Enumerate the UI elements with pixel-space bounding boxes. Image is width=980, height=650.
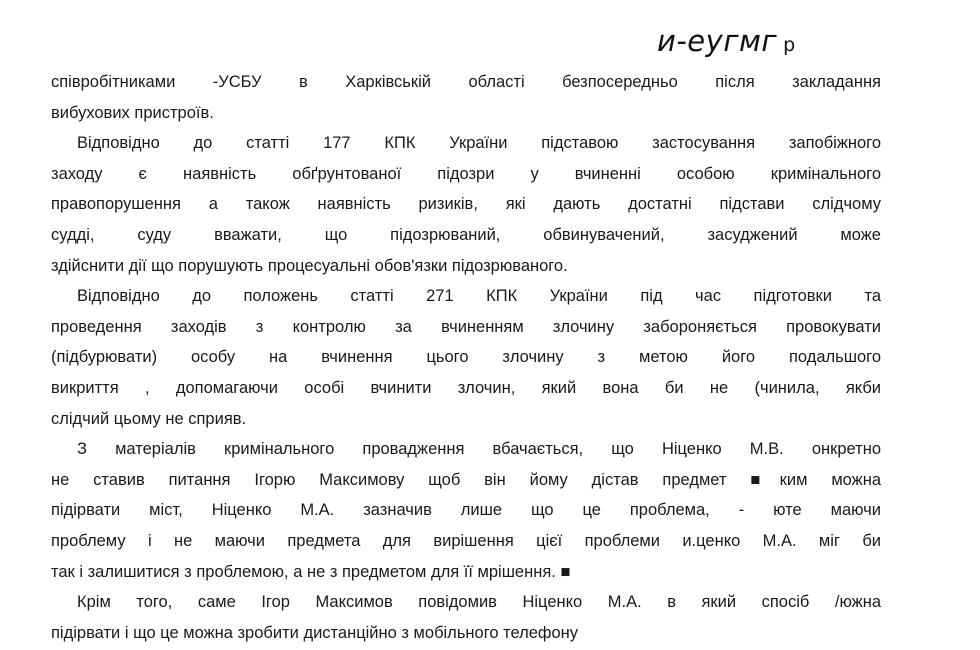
handwritten-annotation-suffix: р bbox=[783, 34, 796, 56]
text-line: проблему і не маючи предмета для вирішення цієї проблеми и.ценко М.А. міг би bbox=[51, 531, 881, 550]
text-line: заходу є наявність обґрунтованої підозри у вчиненні особою кримінального bbox=[51, 164, 881, 183]
paragraph-article-271 bbox=[51, 281, 881, 434]
text-line: З матеріалів кримінального провадження вбачається, що Ніценко М.В. онкретно bbox=[77, 440, 881, 459]
paragraph-maksymov-statement bbox=[51, 587, 881, 648]
text-line: Відповідно до статті 177 КПК України підставою застосування запобіжного bbox=[77, 134, 881, 153]
paragraph-continuation bbox=[51, 67, 881, 128]
text-line: (підбурювати) особу на вчинення цього злочину з метою його подальшого bbox=[51, 348, 881, 367]
text-line: вибухових пристроїв. bbox=[51, 103, 214, 122]
text-line: здійснити дії що порушують процесуальні обов'язки підозрюваного. bbox=[51, 256, 568, 275]
text-line: проведення заходів з контролю за вчиненням злочину забороняється провокувати bbox=[51, 317, 881, 336]
text-line: підірвати міст, Ніценко М.А. зазначив лише що це проблема, - юте маючи bbox=[51, 501, 881, 520]
text-line: підірвати і що це можна зробити дистанційно з мобільного телефону bbox=[51, 623, 579, 642]
text-line: так і залишитися з проблемою, а не з предметом для її мрішення. ■ bbox=[51, 562, 571, 581]
text-line: не ставив питання Ігорю Максимову щоб він йому дістав предмет ■ким можна bbox=[51, 470, 881, 489]
handwritten-annotation-text: и-еугмг bbox=[657, 24, 778, 58]
document-body bbox=[51, 67, 881, 648]
text-line: Крім того, саме Ігор Максимов повідомив Ніценко М.А. в який спосіб /южна bbox=[77, 593, 881, 612]
paragraph-article-177 bbox=[51, 128, 881, 281]
text-line: правопорушення а також наявність ризиків, які дають достатні підстави слідчому bbox=[51, 195, 881, 214]
text-line: викриття , допомагаючи особі вчинити злочин, який вона би не (чинила, якби bbox=[51, 378, 881, 397]
text-line: Відповідно до положень статті 271 КПК України під час підготовки та bbox=[77, 287, 881, 306]
text-line: слідчий цьому не сприяв. bbox=[51, 409, 247, 428]
text-line: співробітниками -УСБУ в Харківській області безпосередньо після закладання bbox=[51, 73, 881, 91]
text-line: судді, суду вважати, що підозрюваний, обвинувачений, засуджений може bbox=[51, 225, 881, 244]
handwritten-annotation bbox=[657, 24, 796, 58]
paragraph-case-materials bbox=[51, 434, 881, 587]
